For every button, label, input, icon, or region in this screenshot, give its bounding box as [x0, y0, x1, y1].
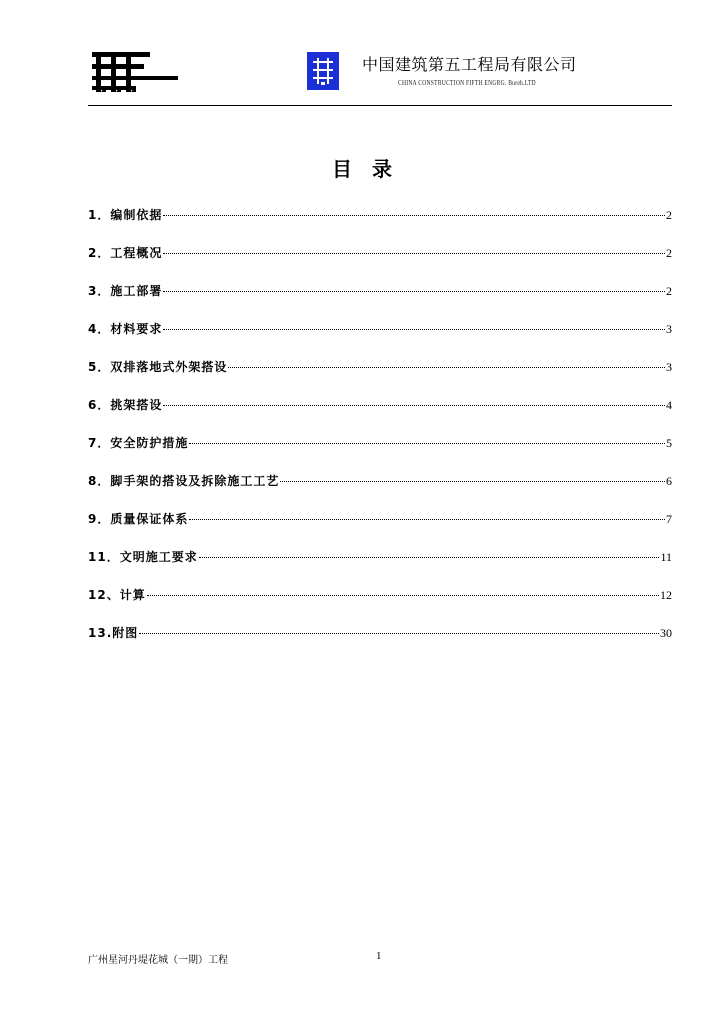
toc-leader-dots — [228, 367, 665, 368]
toc-leader-dots — [199, 557, 660, 558]
table-of-contents — [88, 206, 672, 662]
toc-leader-dots — [139, 633, 659, 634]
company-stripes-logo-icon — [92, 50, 178, 94]
toc-entry-page: 5 — [666, 436, 672, 450]
toc-entry-label: 8．脚手架的搭设及拆除施工工艺 — [88, 474, 280, 488]
toc-leader-dots — [189, 443, 665, 444]
toc-entry-page: 2 — [666, 208, 672, 222]
toc-leader-dots — [189, 519, 665, 520]
toc-entry-label: 3．施工部署 — [88, 284, 163, 298]
toc-entry-page: 2 — [666, 284, 672, 298]
footer-page-number: 1 — [376, 950, 382, 962]
toc-leader-dots — [163, 215, 665, 216]
toc-entry[interactable] — [88, 434, 672, 472]
toc-entry-page: 12 — [660, 588, 672, 602]
toc-entry-label: 6．挑架搭设 — [88, 398, 163, 412]
toc-entry[interactable] — [88, 206, 672, 244]
toc-leader-dots — [163, 253, 665, 254]
toc-entry-page: 30 — [660, 626, 672, 640]
footer-project-name: 广州星河丹堤花城（一期）工程 — [88, 955, 228, 966]
toc-entry[interactable] — [88, 320, 672, 358]
toc-leader-dots — [163, 291, 665, 292]
toc-entry-label: 7．安全防护措施 — [88, 436, 189, 450]
toc-entry[interactable] — [88, 358, 672, 396]
toc-leader-dots — [163, 405, 665, 406]
toc-entry-label: 4．材料要求 — [88, 322, 163, 336]
toc-leader-dots — [280, 481, 665, 482]
toc-entry-label: 9．质量保证体系 — [88, 512, 189, 526]
toc-entry-page: 11 — [660, 550, 672, 564]
toc-entry[interactable] — [88, 396, 672, 434]
company-name-cn: 中国建筑第五工程局有限公司 — [362, 55, 577, 74]
toc-entry[interactable] — [88, 624, 672, 662]
toc-entry-page: 7 — [666, 512, 672, 526]
toc-entry[interactable] — [88, 244, 672, 282]
company-name-en: CHINA CONSTRUCTION FIFTH ENGRG. Bureh.LTD — [398, 79, 536, 87]
cscec-logo-icon — [307, 52, 339, 90]
page-title: 目录 — [332, 157, 412, 181]
toc-leader-dots — [147, 595, 659, 596]
toc-entry[interactable] — [88, 472, 672, 510]
toc-entry[interactable] — [88, 510, 672, 548]
toc-leader-dots — [163, 329, 665, 330]
toc-entry-page: 3 — [666, 360, 672, 374]
toc-entry-label: 12、计算 — [88, 588, 146, 602]
toc-entry-label: 11．文明施工要求 — [88, 550, 198, 564]
toc-entry[interactable] — [88, 586, 672, 624]
header-divider — [88, 105, 672, 106]
toc-entry-page: 3 — [666, 322, 672, 336]
toc-entry[interactable] — [88, 548, 672, 586]
toc-entry[interactable] — [88, 282, 672, 320]
toc-entry-label: 13.附图 — [88, 626, 139, 640]
toc-entry-page: 6 — [666, 474, 672, 488]
toc-entry-label: 1．编制依据 — [88, 208, 163, 222]
toc-entry-label: 2．工程概况 — [88, 246, 163, 260]
toc-entry-page: 4 — [666, 398, 672, 412]
toc-entry-page: 2 — [666, 246, 672, 260]
toc-entry-label: 5．双排落地式外架搭设 — [88, 360, 228, 374]
